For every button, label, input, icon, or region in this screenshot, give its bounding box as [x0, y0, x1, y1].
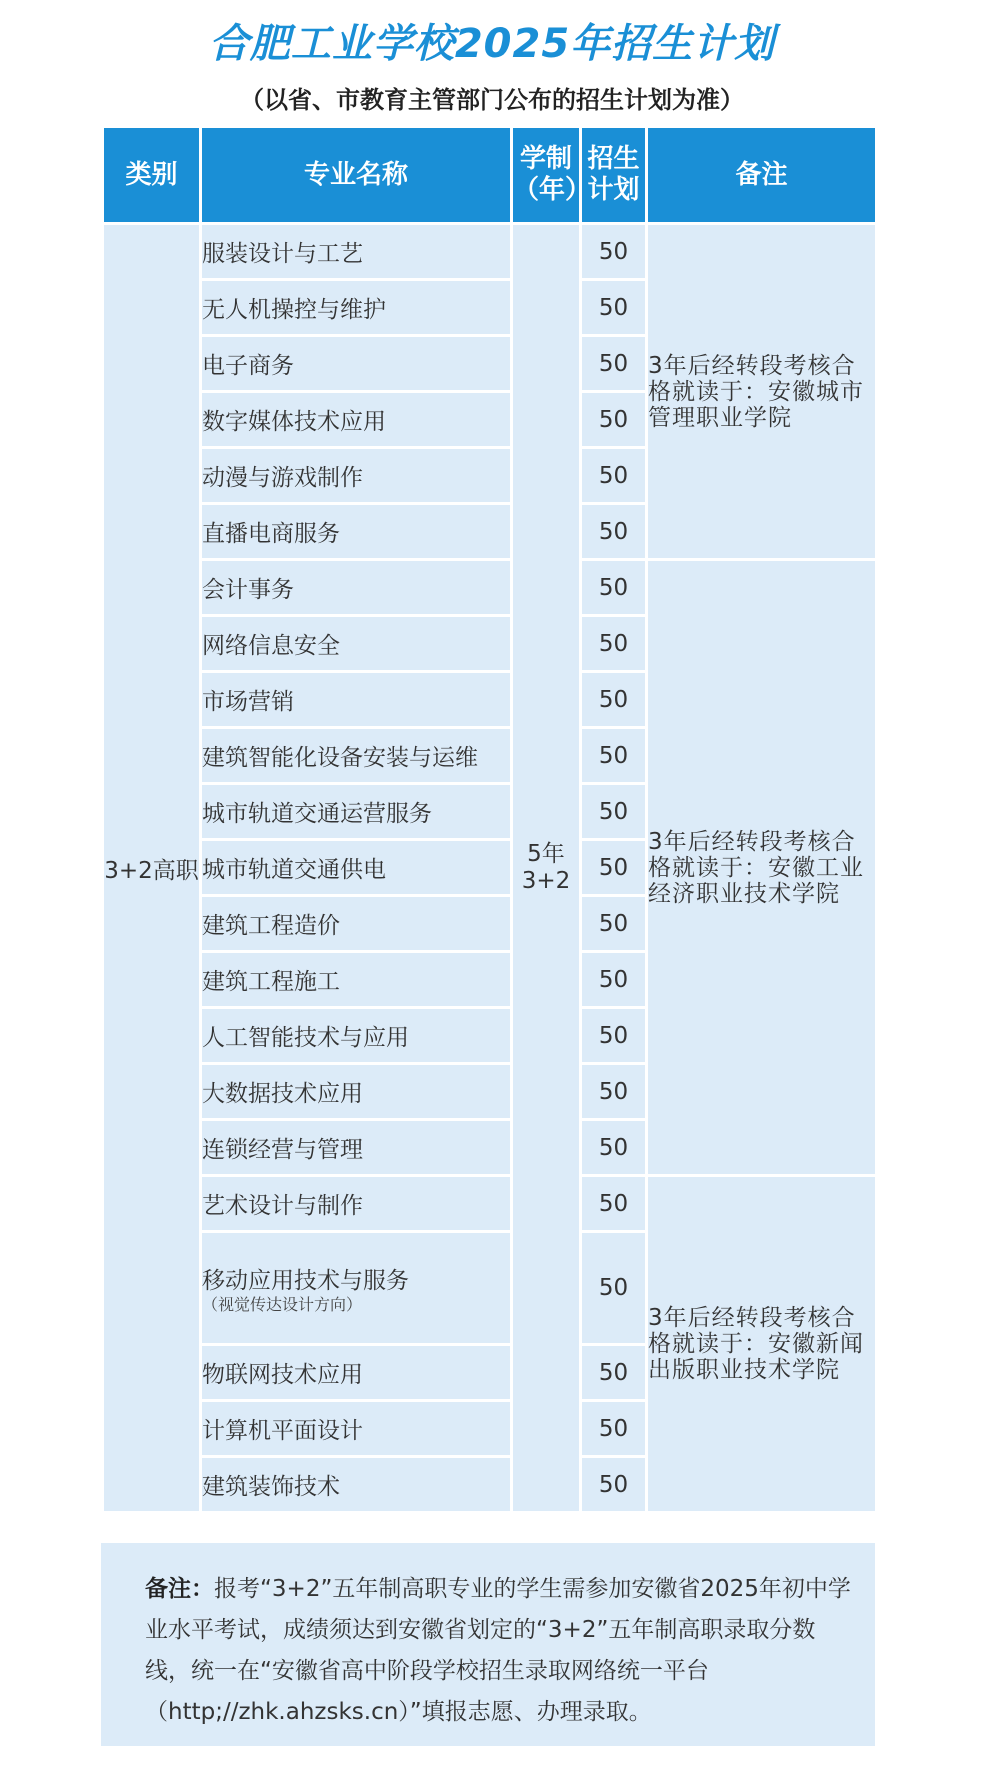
enrollment-table — [101, 125, 878, 1514]
footnote-box — [101, 1543, 875, 1746]
footnote-label: 备注： — [145, 1576, 214, 1602]
major-name: 电子商务 — [202, 353, 294, 379]
note-cell: 3年后经转段考核合格就读于：安徽工业经济职业技术学院 — [647, 560, 877, 1176]
major-name: 会计事务 — [202, 577, 294, 603]
note-cell: 3年后经转段考核合格就读于：安徽新闻出版职业技术学院 — [647, 1176, 877, 1513]
category-cell: 3+2高职 — [103, 224, 201, 1513]
major-name: 建筑智能化设备安装与运维 — [202, 745, 478, 771]
major-name: 服装设计与工艺 — [202, 241, 363, 267]
table-header-row — [103, 127, 877, 224]
plan-count-cell: 50 — [581, 560, 647, 616]
major-name: 移动应用技术与服务 — [202, 1267, 409, 1294]
major-cell — [201, 1120, 512, 1176]
plan-count-cell: 50 — [581, 952, 647, 1008]
major-cell — [201, 1008, 512, 1064]
plan-count-cell: 50 — [581, 896, 647, 952]
table-row — [103, 560, 877, 616]
major-cell — [201, 672, 512, 728]
plan-count-cell: 50 — [581, 392, 647, 448]
plan-count-cell: 50 — [581, 672, 647, 728]
duration-line1: 5年 — [527, 841, 565, 867]
header-plan-line2: 计划 — [587, 175, 640, 205]
major-cell — [201, 616, 512, 672]
major-cell — [201, 504, 512, 560]
page-title: 合肥工业学校2025年招生计划 — [208, 21, 776, 67]
plan-count-cell: 50 — [581, 1345, 647, 1401]
major-name: 计算机平面设计 — [202, 1418, 363, 1444]
major-cell — [201, 448, 512, 504]
major-name: 建筑工程施工 — [202, 969, 340, 995]
major-name: 直播电商服务 — [202, 521, 340, 547]
major-subtitle: （视觉传达设计方向） — [202, 1294, 363, 1314]
major-name: 城市轨道交通运营服务 — [202, 801, 432, 827]
major-cell — [201, 1064, 512, 1120]
plan-count-cell: 50 — [581, 840, 647, 896]
plan-count-cell: 50 — [581, 280, 647, 336]
plan-count-cell: 50 — [581, 1232, 647, 1345]
plan-count-cell: 50 — [581, 1064, 647, 1120]
major-cell — [201, 280, 512, 336]
major-cell — [201, 896, 512, 952]
duration-cell — [512, 224, 581, 1513]
table-row — [103, 224, 877, 280]
plan-count-cell: 50 — [581, 1401, 647, 1457]
plan-count-cell: 50 — [581, 1176, 647, 1232]
plan-count-cell: 50 — [581, 224, 647, 280]
plan-count-cell: 50 — [581, 728, 647, 784]
major-cell — [201, 1345, 512, 1401]
major-cell — [201, 840, 512, 896]
major-cell — [201, 560, 512, 616]
major-name: 艺术设计与制作 — [202, 1193, 363, 1219]
header-plan — [581, 127, 647, 224]
major-name: 市场营销 — [202, 689, 294, 715]
major-name: 建筑工程造价 — [202, 913, 340, 939]
footnote-text: 报考“3+2”五年制高职专业的学生需参加安徽省2025年初中学业水平考试，成绩须达到安徽省划定的“3+2”五年制高职录取分数线，统一在“安徽省高中阶段学校招生录取网络统一平台（http;//zhk.ahzsks.cn）”填报志愿、办理录取。 — [145, 1576, 851, 1725]
page-subtitle: （以省、市教育主管部门公布的招生计划为准） — [240, 86, 744, 114]
major-cell — [201, 1176, 512, 1232]
major-cell — [201, 1232, 512, 1345]
plan-count-cell: 50 — [581, 784, 647, 840]
major-cell — [201, 952, 512, 1008]
note-cell: 3年后经转段考核合格就读于：安徽城市管理职业学院 — [647, 224, 877, 560]
major-name: 大数据技术应用 — [202, 1081, 363, 1107]
major-name: 网络信息安全 — [202, 633, 340, 659]
plan-count-cell: 50 — [581, 336, 647, 392]
major-name: 数字媒体技术应用 — [202, 409, 386, 435]
major-cell — [201, 784, 512, 840]
major-cell — [201, 1457, 512, 1513]
major-name: 物联网技术应用 — [202, 1362, 363, 1388]
header-category: 类别 — [103, 127, 201, 224]
plan-count-cell: 50 — [581, 448, 647, 504]
major-name: 动漫与游戏制作 — [202, 465, 363, 491]
duration-line2: 3+2 — [521, 868, 571, 894]
major-name: 人工智能技术与应用 — [202, 1025, 409, 1051]
plan-count-cell: 50 — [581, 504, 647, 560]
header-major: 专业名称 — [201, 127, 512, 224]
major-cell — [201, 392, 512, 448]
major-name: 无人机操控与维护 — [202, 297, 386, 323]
plan-count-cell: 50 — [581, 1120, 647, 1176]
plan-count-cell: 50 — [581, 616, 647, 672]
major-name: 连锁经营与管理 — [202, 1137, 363, 1163]
major-cell — [201, 336, 512, 392]
table-row — [103, 1176, 877, 1232]
header-note: 备注 — [647, 127, 877, 224]
table-body — [103, 224, 877, 1513]
major-cell — [201, 224, 512, 280]
major-name: 建筑装饰技术 — [202, 1474, 340, 1500]
major-cell — [201, 728, 512, 784]
header-duration-line2: （年） — [513, 175, 592, 205]
plan-count-cell: 50 — [581, 1008, 647, 1064]
header-plan-line1: 招生 — [587, 144, 640, 174]
major-name: 城市轨道交通供电 — [202, 857, 386, 883]
major-cell — [201, 1401, 512, 1457]
header-duration-line1: 学制 — [519, 144, 572, 174]
plan-count-cell: 50 — [581, 1457, 647, 1513]
header-duration — [512, 127, 592, 224]
